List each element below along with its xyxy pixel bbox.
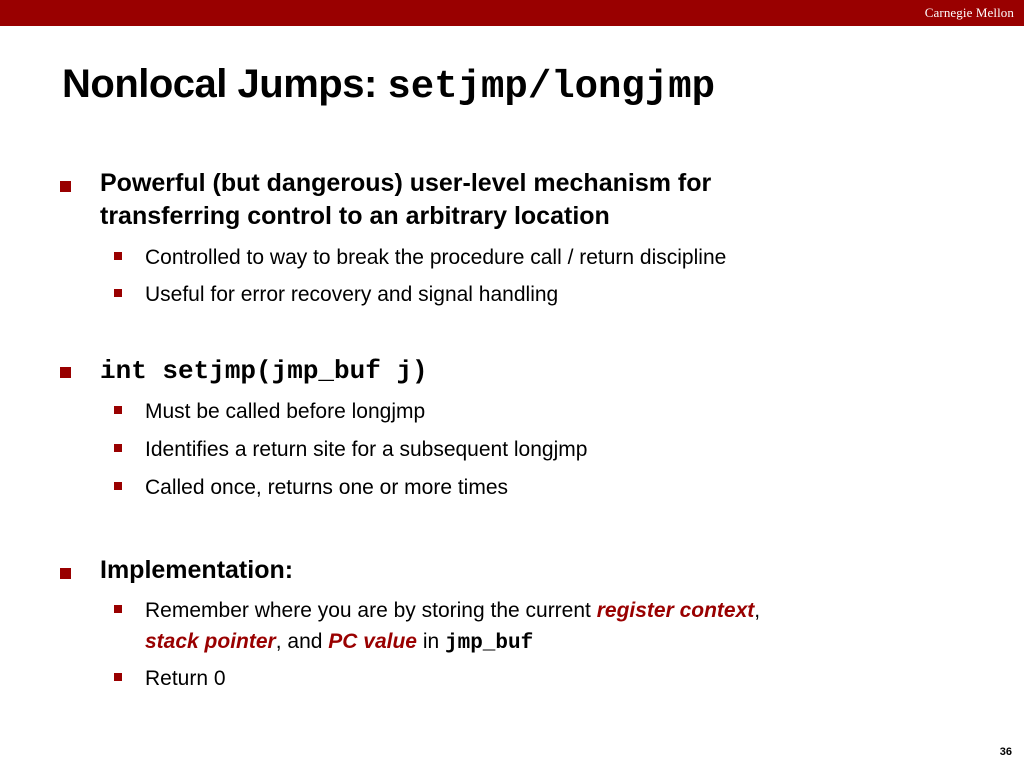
section-1-item-2: Useful for error recovery and signal handling (145, 283, 559, 306)
title-text: Nonlocal Jumps: (62, 62, 388, 106)
code-jmp-buf: jmp_buf (445, 632, 534, 655)
sub-bullet-square-icon (114, 444, 122, 452)
page-number: 36 (999, 746, 1012, 758)
section-1-heading-line2: transferring control to an arbitrary location (100, 202, 610, 230)
sub-bullet-square-icon (114, 289, 122, 297)
header-bar (0, 0, 1024, 26)
sub-bullet-square-icon (114, 605, 122, 613)
section-1-item-1: Controlled to way to break the procedure call / return discipline (145, 246, 727, 269)
bullet-square-icon (60, 568, 71, 579)
section-3-item-1-line2 (145, 626, 533, 659)
brand-label: Carnegie Mellon (924, 5, 1014, 20)
emphasis-register-context: register context (596, 599, 755, 622)
section-3-item-1 (145, 595, 760, 626)
sub-bullet-square-icon (114, 252, 122, 260)
slide-title (62, 62, 715, 109)
emphasis-pc-value: PC value (328, 630, 417, 653)
section-1-heading: Powerful (but dangerous) user-level mechanism for (100, 169, 712, 197)
item-text: , and (275, 630, 329, 653)
title-code: setjmp/longjmp (387, 65, 716, 109)
section-2-item-3: Called once, returns one or more times (145, 476, 508, 499)
section-3-heading: Implementation: (100, 556, 294, 584)
sub-bullet-square-icon (114, 482, 122, 490)
section-2-item-2: Identifies a return site for a subsequent longjmp (145, 438, 588, 461)
section-2-heading: int setjmp(jmp_buf j) (100, 356, 428, 386)
section-2-item-1: Must be called before longjmp (145, 400, 426, 423)
item-text: , (754, 599, 761, 622)
item-text: Remember where you are by storing the current (145, 599, 597, 622)
sub-bullet-square-icon (114, 406, 122, 414)
section-3-item-2: Return 0 (145, 667, 226, 690)
item-text: in (416, 630, 445, 653)
sub-bullet-square-icon (114, 673, 122, 681)
bullet-square-icon (60, 181, 71, 192)
emphasis-stack-pointer: stack pointer (145, 630, 276, 653)
bullet-square-icon (60, 367, 71, 378)
